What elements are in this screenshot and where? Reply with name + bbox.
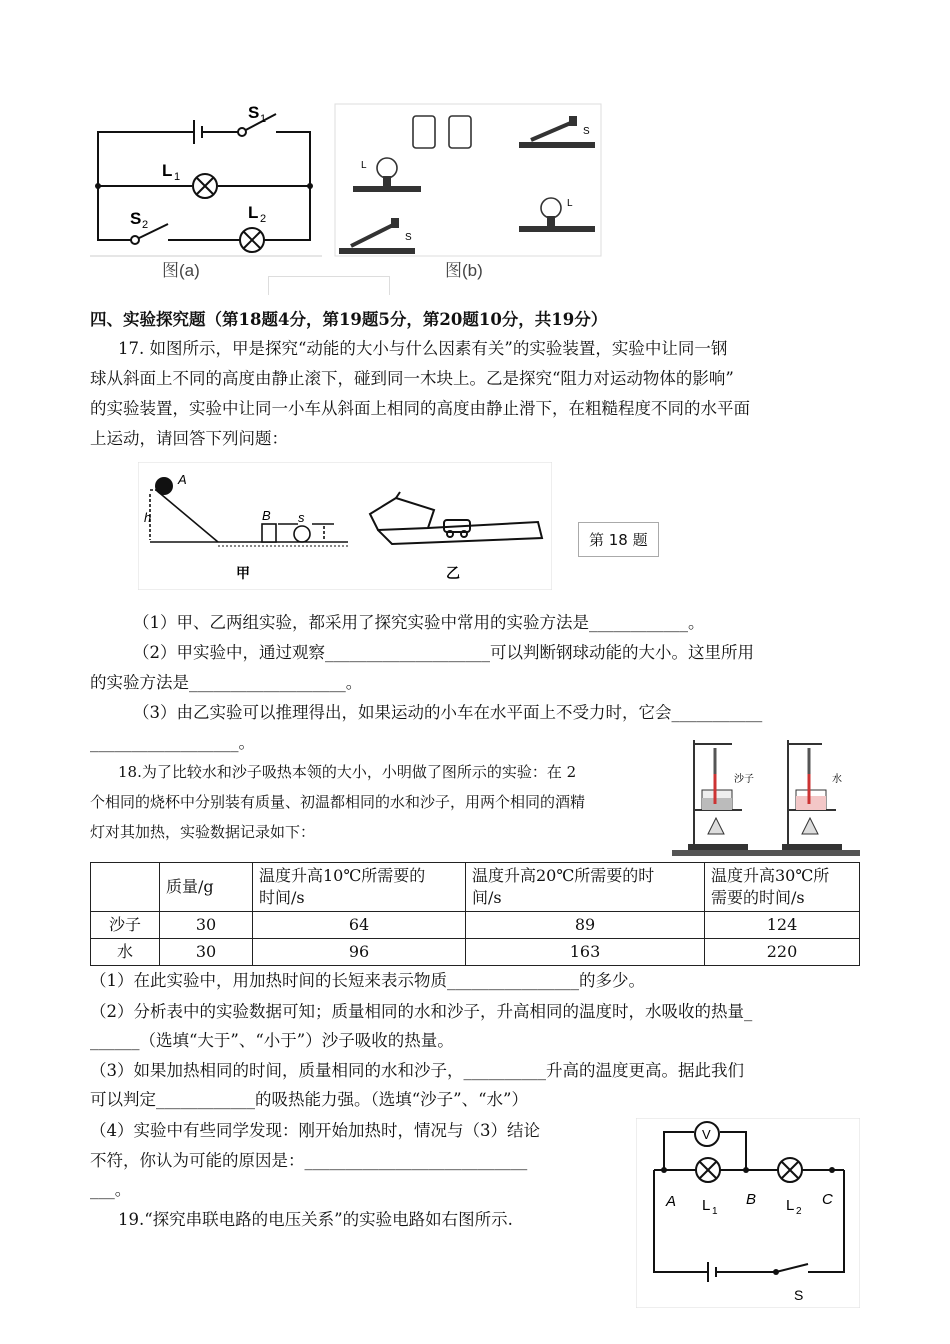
table-cell: 89 <box>466 912 705 939</box>
circuit-figure-a <box>90 100 322 285</box>
label-point-c: C <box>822 1191 833 1208</box>
table-header-cell <box>466 863 705 912</box>
label-s1-sub: 1 <box>260 113 267 125</box>
table-row <box>91 939 860 966</box>
table-header-row <box>91 863 860 912</box>
label-l2: L <box>248 203 259 222</box>
table-cell: 水 <box>91 939 160 966</box>
label-l2: L <box>786 1197 795 1214</box>
q17-line-1: 17. 如图所示，甲是探究“动能的大小与什么因素有关”的实验装置，实验中让同一钢 <box>118 339 728 358</box>
table-cell: 30 <box>160 912 253 939</box>
q17-line-2: 球从斜面上不同的高度由静止滚下，碰到同一木块上。乙是探究“阻力对运动物体的影响” <box>90 369 734 388</box>
label-water: 水 <box>832 774 842 785</box>
q17-sub-2b: 的实验方法是___________________。 <box>90 673 363 692</box>
device-l2-label: L <box>567 198 573 209</box>
label-voltmeter-v: V <box>702 1127 711 1142</box>
header-line: 温度升高10℃所需要的 <box>259 866 426 885</box>
q18-line-3: 灯对其加热，实验数据记录如下： <box>90 823 316 841</box>
circuit-figure-b <box>333 102 603 284</box>
label-b: B <box>262 508 271 523</box>
header-line: 温度升高20℃所需要的时 <box>472 866 655 885</box>
header-line: 间/s <box>472 888 502 907</box>
table-header-cell <box>91 863 160 912</box>
header-line: 温度升高30℃所 <box>711 866 830 885</box>
table-cell: 64 <box>253 912 466 939</box>
q17-sub-3b: __________________。 <box>90 733 255 752</box>
q18-sub-2a: （2）分析表中的实验数据可知；质量相同的水和沙子，升高相同的温度时，水吸收的热量_ <box>90 1002 753 1021</box>
label-l2-sub: 2 <box>796 1206 802 1217</box>
label-l1-sub: 1 <box>712 1206 718 1217</box>
device-s2-label: S <box>405 232 412 243</box>
label-switch-s: S <box>794 1287 804 1303</box>
caption-b: 图(b) <box>445 261 483 280</box>
header-line: 需要的时间/s <box>711 888 805 907</box>
q18-line-1: 18.为了比较水和沙子吸热本领的大小，小明做了图所示的实验：在 2 <box>118 763 577 781</box>
label-s2-sub: 2 <box>142 219 149 231</box>
header-line: 时间/s <box>259 888 305 907</box>
q19-series-circuit-figure <box>636 1118 860 1308</box>
label-point-a: A <box>666 1193 677 1210</box>
q17-sub-3a: （3）由乙实验可以推理得出，如果运动的小车在水平面上不受力时，它会___________ <box>133 703 763 722</box>
label-h: h <box>144 510 152 525</box>
table-cell: 163 <box>466 939 705 966</box>
label-s1: S <box>248 103 260 122</box>
table-row <box>91 912 860 939</box>
q18-sub-4c: ___。 <box>90 1180 132 1199</box>
q19-line: 19.“探究串联电路的电压关系”的实验电路如右图所示. <box>118 1210 513 1229</box>
table-header-cell: 质量/g <box>160 863 253 912</box>
q17-line-3: 的实验装置，实验中让同一小车从斜面上相同的高度由静止滑下，在粗糙程度不同的水平面 <box>90 399 750 418</box>
q18-sub-4b: 不符，你认为可能的原因是：___________________________ <box>90 1151 528 1170</box>
q18-data-table <box>90 862 860 966</box>
table-cell: 30 <box>160 939 253 966</box>
q17-experiment-figure <box>138 462 552 590</box>
label-s: s <box>298 510 305 525</box>
label-s2: S <box>130 209 142 228</box>
q18-heating-figure <box>672 734 860 860</box>
q17-line-4: 上运动，请回答下列问题： <box>90 429 288 448</box>
label-a: A <box>178 472 187 487</box>
table-cell: 124 <box>705 912 860 939</box>
caption-a: 图(a) <box>162 261 200 280</box>
label-l1: L <box>162 161 173 180</box>
q18-sub-1: （1）在此实验中，用加热时间的长短来表示物质________________的多少。 <box>90 971 645 990</box>
q18-line-2: 个相同的烧杯中分别装有质量、初温都相同的水和沙子，用两个相同的酒精 <box>90 793 586 811</box>
table-header-cell <box>705 863 860 912</box>
table-cell: 220 <box>705 939 860 966</box>
label-l1: L <box>702 1197 711 1214</box>
label-point-b: B <box>746 1191 757 1208</box>
label-jia: 甲 <box>236 565 250 581</box>
q17-sub-2a: （2）甲实验中，通过观察____________________可以判断钢球动能的大小。这里所用 <box>133 643 754 662</box>
device-s1-label: S <box>583 126 590 137</box>
label-l1-sub: 1 <box>174 171 181 183</box>
table-cell: 96 <box>253 939 466 966</box>
q17-sub-1: （1）甲、乙两组实验，都采用了探究实验中常用的实验方法是____________。 <box>133 613 705 632</box>
label-sand: 沙子 <box>734 774 754 785</box>
q18-sub-3a: （3）如果加热相同的时间，质量相同的水和沙子，__________升高的温度更高。据此我们 <box>90 1061 744 1080</box>
table-header-cell <box>253 863 466 912</box>
q18-sub-3b: 可以判定____________的吸热能力强。（选填“沙子”、“水”） <box>90 1090 528 1109</box>
table-cell: 沙子 <box>91 912 160 939</box>
device-l1-label: L <box>361 160 367 171</box>
label-l2-sub: 2 <box>260 213 267 225</box>
section-heading: 四、实验探究题（第18题4分，第19题5分，第20题10分，共19分） <box>90 310 608 329</box>
q18-sub-2b: ______（选填“大于”、“小于”）沙子吸收的热量。 <box>90 1031 454 1050</box>
label-yi: 乙 <box>446 565 460 581</box>
figure-placeholder-box <box>268 276 390 295</box>
q18-sub-4a: （4）实验中有些同学发现：刚开始加热时，情况与（3）结论 <box>90 1121 540 1140</box>
figure-tag-18: 第 18 题 <box>578 522 659 557</box>
